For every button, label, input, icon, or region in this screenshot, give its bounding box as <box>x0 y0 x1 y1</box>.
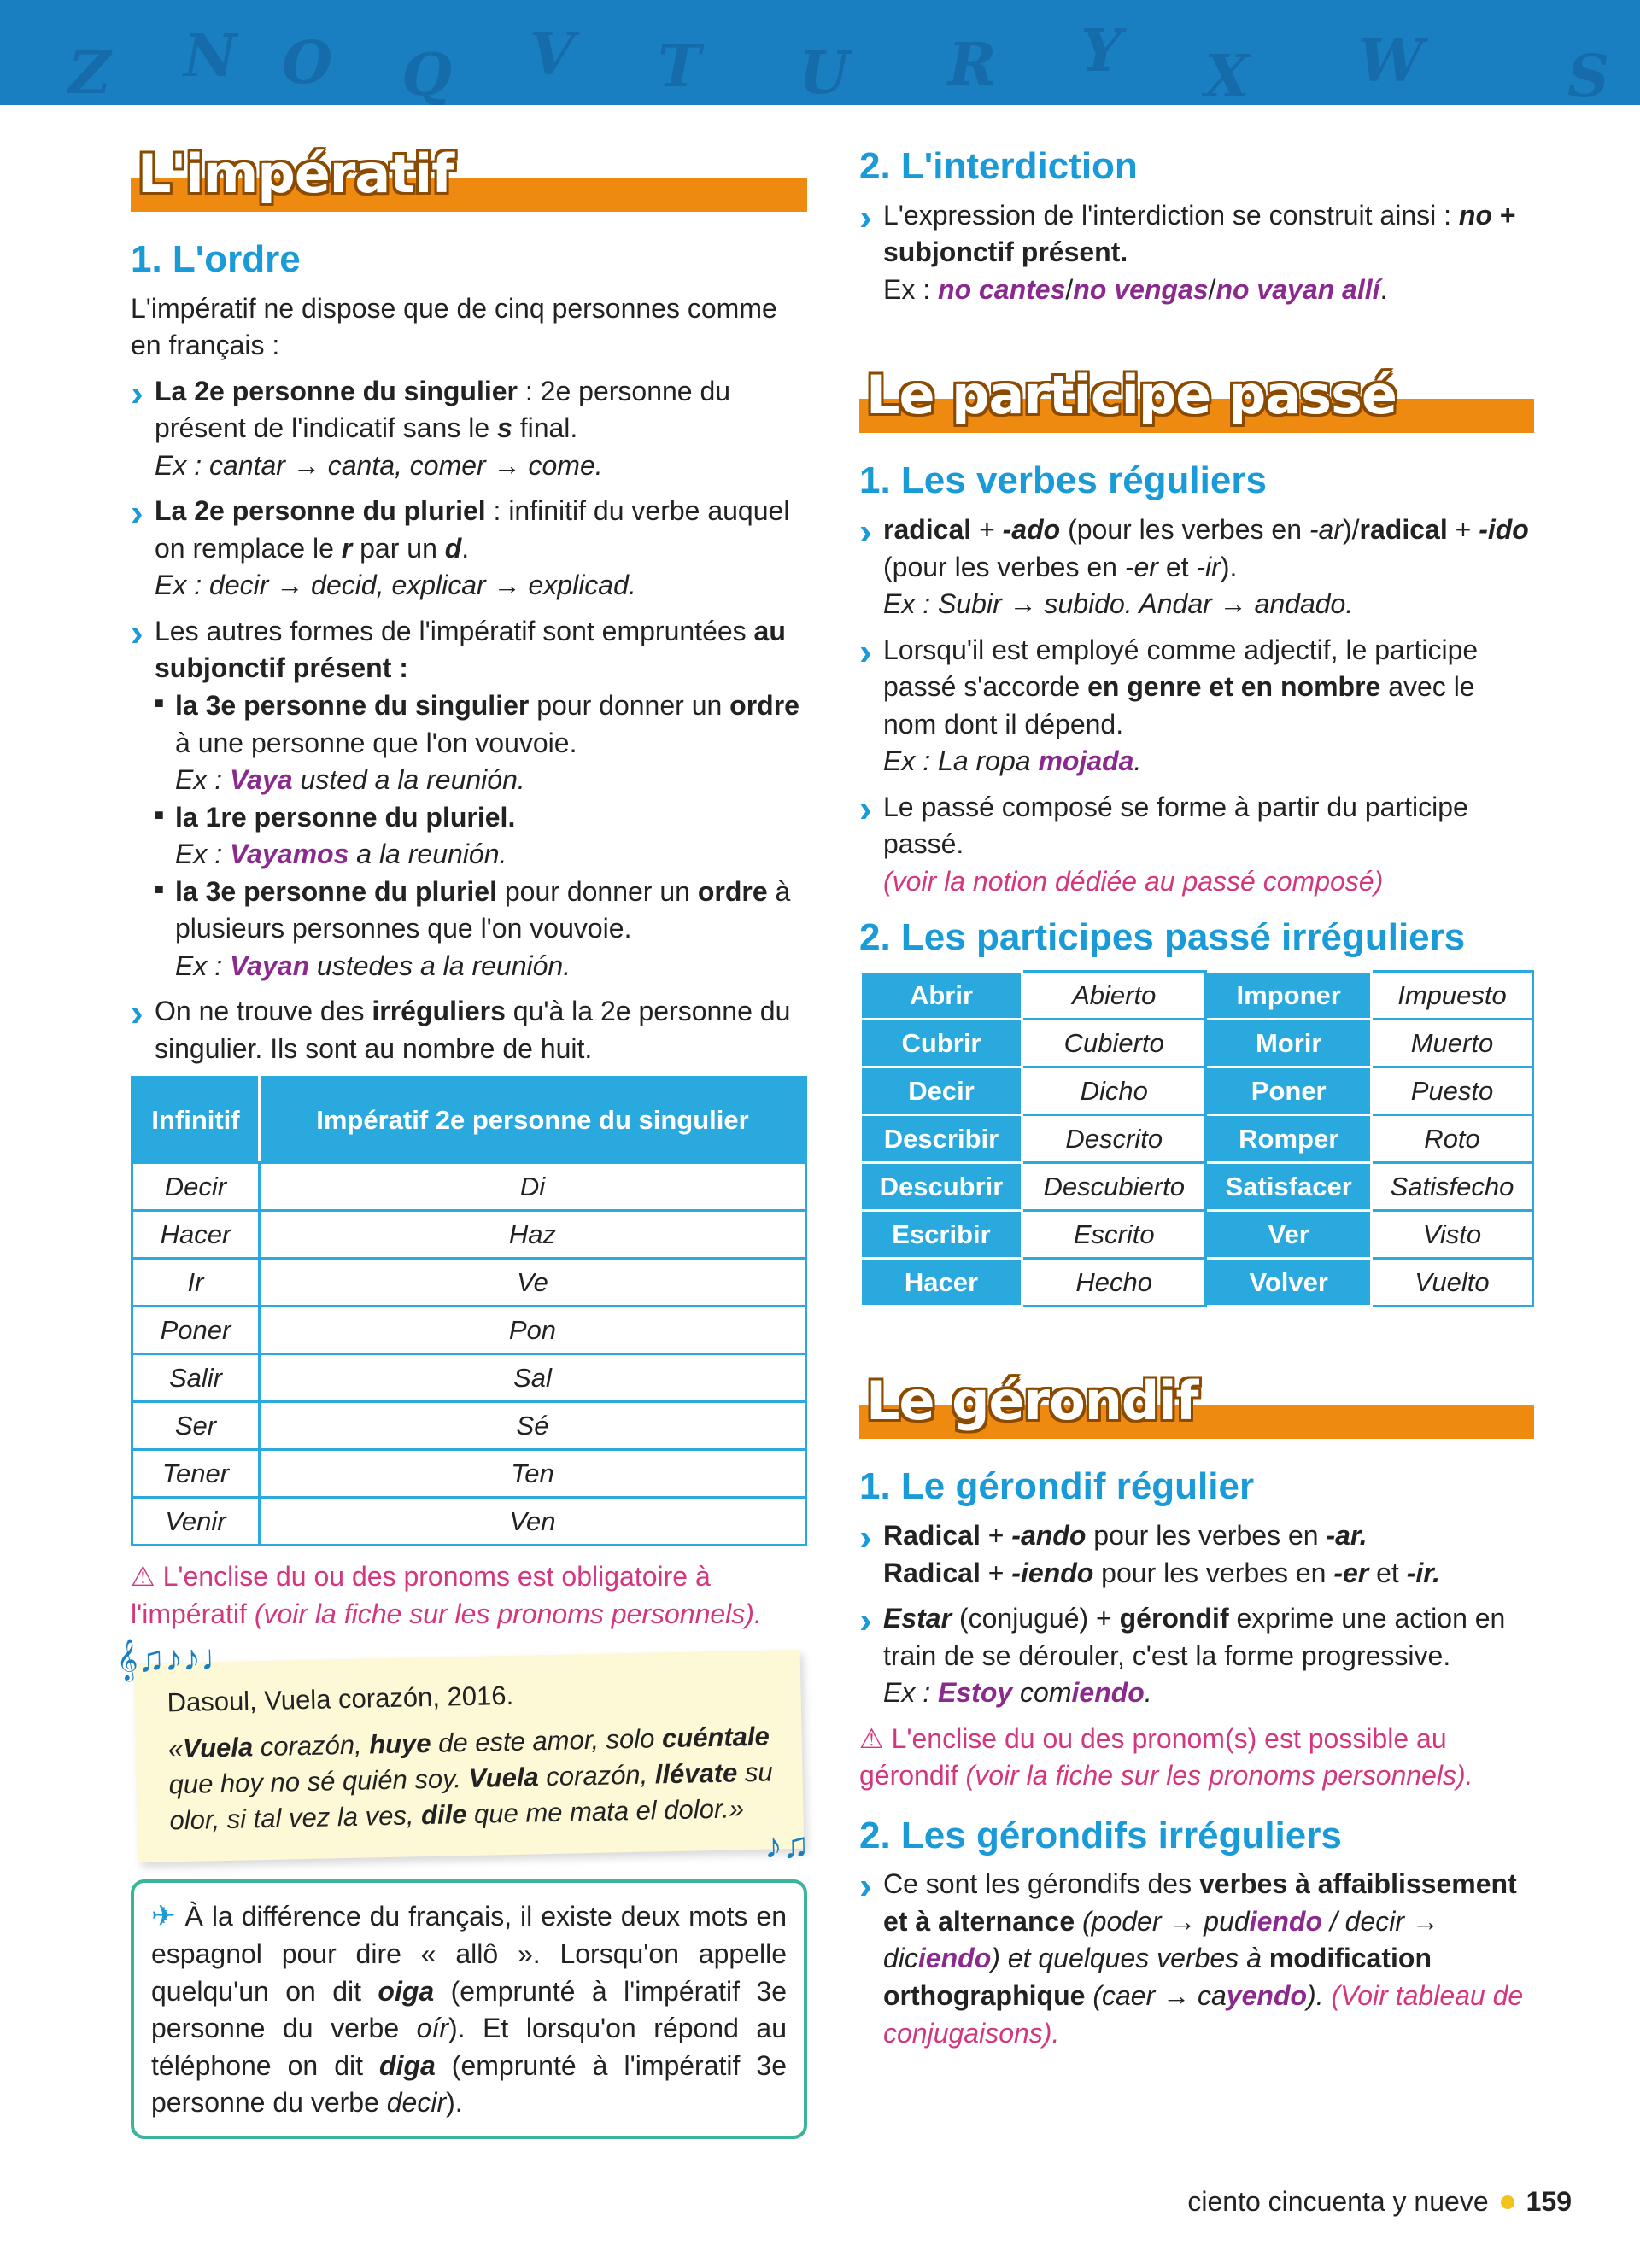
warning-enclise-gerondif <box>859 1721 1534 1795</box>
ex-word: Vayamos <box>230 839 349 870</box>
table-row <box>132 1450 806 1498</box>
table-cell: Ser <box>132 1402 260 1450</box>
participle-cell: Impuesto <box>1371 972 1532 1020</box>
table-cell: Sal <box>259 1354 805 1402</box>
b-ending: -ir <box>1196 551 1221 582</box>
b-strong: modification orthographique <box>883 1943 1432 2011</box>
heading-interdiction: 2. L'interdiction <box>859 145 1138 187</box>
b-radical: Radical <box>883 1557 981 1588</box>
table-row <box>861 1067 1533 1115</box>
quote-body <box>167 1719 777 1839</box>
note-text: (emprunté à l'impératif 3e personne du verbe <box>151 1975 788 2044</box>
b-text: )/ <box>1343 514 1360 546</box>
participle-cell: Muerto <box>1371 1020 1532 1067</box>
bullet-text: : 2e personne du présent de l'indicatif sans le <box>155 375 731 444</box>
intro-text: L'impératif ne dispose que de cinq personnes comme en français : <box>131 292 777 361</box>
b-text: (conjugué) + <box>952 1603 1120 1634</box>
table-cell: Haz <box>259 1211 805 1259</box>
b-text: (caer → ca <box>1085 1980 1227 2011</box>
section-title-imperatif <box>131 137 807 219</box>
page-number: 159 <box>1526 2186 1572 2217</box>
infinitive-cell: Decir <box>861 1067 1022 1115</box>
quote-part: su olor, si tal vez la ves, <box>169 1757 774 1836</box>
sub-end: à une personne que l'on vouvoie. <box>175 727 577 758</box>
sub-bullet-3e-singulier <box>155 687 807 762</box>
bullet-text: On ne trouve des <box>155 996 372 1027</box>
bullet-letter: s <box>497 412 512 444</box>
sub-bullet-3e-pluriel <box>155 874 807 948</box>
infinitive-cell: Escribir <box>861 1211 1022 1259</box>
b-radical: radical <box>1359 514 1448 546</box>
table-row <box>861 972 1533 1020</box>
band-letter: V <box>530 20 575 89</box>
b-plus: + <box>980 1520 1012 1552</box>
b-text: exprime une action en train de se dérouler, c'est la forme progressive. <box>883 1603 1506 1671</box>
table-cell: Venir <box>132 1498 260 1546</box>
b-suffix: -ido <box>1479 514 1529 546</box>
b-text: Ce sont les gérondifs des <box>883 1868 1199 1900</box>
table-cell: Tener <box>132 1450 260 1498</box>
infinitive-cell: Abrir <box>861 972 1022 1020</box>
b-text: / decir → dic <box>883 1905 1439 1974</box>
ex-label: Ex : <box>883 273 939 305</box>
example: Ex : no cantes/no vengas/no vayan allí. <box>883 273 1388 305</box>
ex-label: Ex : <box>883 1677 939 1709</box>
table-row <box>132 1163 806 1211</box>
b-text: et <box>1368 1557 1407 1588</box>
sub-example <box>155 948 807 985</box>
band-letter: W <box>1358 27 1424 96</box>
table-body <box>132 1163 806 1546</box>
table-row <box>132 1402 806 1450</box>
imperatif-table <box>131 1076 807 1546</box>
note-text: ). Et lorsqu'on répond au téléphone on dit <box>151 2013 788 2081</box>
note-box <box>131 1879 807 2139</box>
infinitive-cell: Poner <box>1206 1067 1371 1115</box>
music-notes-icon: 𝄞♫♪♪♩ <box>116 1636 237 1680</box>
right-column <box>859 141 1534 2060</box>
b-text: ). <box>1220 551 1238 582</box>
ex-word: no vengas <box>1073 273 1209 305</box>
b-text: pour les verbes en <box>1086 1520 1327 1552</box>
ex-a: com <box>1012 1677 1072 1709</box>
bullet-strong: au subjonctif présent : <box>155 615 786 684</box>
participes-table <box>859 970 1534 1307</box>
bullet-text: : infinitif du verbe auquel on remplace le <box>155 495 790 564</box>
ex-rest: ustedes a la reunión. <box>309 950 571 981</box>
table-row <box>132 1354 806 1402</box>
infinitive-cell: Volver <box>1206 1259 1371 1306</box>
example: Ex : cantar → canta, comer → come. <box>155 449 603 481</box>
b-text: pour les verbes en <box>1093 1557 1334 1588</box>
b-suffix: -ado <box>1002 514 1061 546</box>
b-text: et <box>1157 551 1197 582</box>
table-row <box>132 1211 806 1259</box>
bullet-strong: + subjonctif présent. <box>883 199 1516 268</box>
infinitive-cell: Describir <box>861 1115 1022 1163</box>
sub-text: pour donner un <box>496 875 698 907</box>
bullet-estar <box>859 1600 1534 1712</box>
bullet-2e-pluriel <box>131 493 807 605</box>
table-row <box>132 1498 806 1546</box>
note-text: À la différence du français, il existe deux mots en espagnol pour dire « allô ». Lorsqu'on appelle quelqu'un on dit <box>151 1900 788 2007</box>
quote-part: que hoy no sé quién soy. <box>168 1763 469 1800</box>
bullet-interdiction <box>859 197 1534 309</box>
title-text: L'impératif <box>138 142 454 205</box>
b-text: ) et quelques verbes à <box>991 1943 1269 1974</box>
ex-word: Vayan <box>230 950 310 981</box>
b-suffix: -iendo <box>1011 1557 1094 1588</box>
table-cell: Pon <box>259 1306 805 1354</box>
ex-word: Estoy <box>938 1677 1013 1709</box>
b-text: ). <box>1307 1980 1332 2011</box>
band-letter: O <box>282 29 333 97</box>
sub-text: pour donner un <box>529 689 730 721</box>
table-row <box>861 1163 1533 1211</box>
ex-word: mojada <box>1038 745 1134 777</box>
quote-part: « <box>167 1733 184 1764</box>
table-body <box>861 972 1533 1306</box>
bullet-text: Les autres formes de l'impératif sont empruntées <box>155 615 754 646</box>
table-cell: Salir <box>132 1354 260 1402</box>
participle-cell: Escrito <box>1022 1211 1206 1259</box>
b-suffix: -ando <box>1011 1520 1086 1552</box>
participle-cell: Hecho <box>1022 1259 1206 1306</box>
band-letter: Z <box>68 39 111 105</box>
band-letter: N <box>184 22 237 91</box>
quote-verb: llévate <box>654 1757 738 1790</box>
band-letter: R <box>948 31 997 99</box>
participle-cell: Descrito <box>1022 1115 1206 1163</box>
quote-verb: cuéntale <box>661 1721 770 1754</box>
plane-icon: ✈ <box>151 1899 177 1932</box>
bullet-2e-singulier <box>131 373 807 485</box>
sub-bullet-1re-pluriel <box>155 799 807 837</box>
infinitive-cell: Cubrir <box>861 1020 1022 1067</box>
bullet-gerondifs-irreguliers <box>859 1866 1534 2052</box>
warning-enclise <box>131 1558 807 1633</box>
note-verb: oír <box>416 2013 449 2044</box>
heading-gerondifs-irreguliers: 2. Les gérondifs irréguliers <box>859 1814 1342 1856</box>
table-cell: Sé <box>259 1402 805 1450</box>
b-strong: en genre et en nombre <box>1087 671 1381 703</box>
bullet-end: . <box>461 532 470 564</box>
title-text: Le participe passé <box>866 364 1397 427</box>
infinitive-cell: Satisfacer <box>1206 1163 1371 1211</box>
note-verb: decir <box>386 2087 447 2119</box>
participle-cell: Vuelto <box>1371 1259 1532 1306</box>
example: Ex : Subir → subido. Andar → andado. <box>883 588 1354 620</box>
b-text: (poder → pud <box>1075 1905 1250 1937</box>
page-footer <box>1187 2183 1572 2221</box>
band-letter: U <box>799 39 850 105</box>
quote-part: corazón, <box>538 1759 656 1792</box>
ex-word: iendo <box>1071 1677 1145 1709</box>
b-text: (pour les verbes en <box>1060 514 1309 546</box>
example <box>883 1675 1534 1712</box>
participle-cell: Abierto <box>1022 972 1206 1020</box>
ex-word: Vaya <box>230 764 293 796</box>
example: Ex : decir → decid, explicar → explicad. <box>155 570 636 601</box>
b-radical: Radical <box>883 1520 981 1552</box>
sub-ordre: ordre <box>729 689 800 721</box>
quote-verb: huye <box>368 1728 431 1760</box>
table-cell: Ir <box>132 1259 260 1306</box>
b-ending: -ar <box>1309 514 1343 546</box>
footer-text: ciento cincuenta y nueve <box>1187 2186 1489 2217</box>
table-header: Impératif 2e personne du singulier <box>259 1078 805 1163</box>
footer-dot-icon <box>1501 2195 1514 2209</box>
heading-gerondif-regulier: 1. Le gérondif régulier <box>859 1465 1255 1508</box>
infinitive-cell: Romper <box>1206 1115 1371 1163</box>
bullet-text: L'expression de l'interdiction se construit ainsi : <box>883 199 1459 231</box>
warning-ref: (voir la fiche sur les pronoms personnels). <box>965 1760 1473 1792</box>
quote-part: corazón, <box>252 1729 370 1762</box>
ex-word: no vayan allí <box>1215 273 1380 305</box>
quote-part: de este amor, solo <box>430 1723 663 1759</box>
b-strong: gérondif <box>1119 1603 1229 1634</box>
bullet-adjectif <box>859 632 1534 780</box>
bullet-no: no <box>1458 199 1492 231</box>
bullet-text: par un <box>352 532 445 564</box>
music-notes-icon: ♪♫ <box>764 1824 810 1866</box>
ex-label: Ex : <box>175 764 231 796</box>
sub-strong: la 3e personne du singulier <box>175 689 530 721</box>
band-letter: S <box>1567 43 1610 105</box>
b-ending: -ar. <box>1326 1520 1368 1552</box>
table-cell: Di <box>259 1163 805 1211</box>
infinitive-cell: Ver <box>1206 1211 1371 1259</box>
table-cell: Hacer <box>132 1211 260 1259</box>
participle-cell: Visto <box>1371 1211 1532 1259</box>
section-title-gerondif <box>859 1364 1534 1446</box>
band-letter: X <box>1204 43 1250 105</box>
sub-ordre: ordre <box>697 875 768 907</box>
table-row <box>861 1211 1533 1259</box>
table-cell: Ten <box>259 1450 805 1498</box>
ex-label: Ex : <box>175 839 231 870</box>
ex-label: Ex : <box>175 950 231 981</box>
participle-cell: Dicho <box>1022 1067 1206 1115</box>
participle-cell: Puesto <box>1371 1067 1532 1115</box>
sub-end: à plusieurs personnes que l'on vouvoie. <box>175 875 791 944</box>
b-estar: Estar <box>883 1603 952 1634</box>
band-letter: Q <box>401 41 453 105</box>
note-text: (emprunté à l'impératif 3e personne du verbe <box>151 2049 788 2119</box>
quote-verb: dile <box>420 1799 467 1831</box>
band-letter: Y <box>1081 17 1122 85</box>
bullet-letter: d <box>444 532 462 564</box>
note-word: oiga <box>378 1975 435 2007</box>
bullet-passe-compose <box>859 789 1534 901</box>
b-text: Lorsqu'il est employé comme adjectif, le participe passé s'accorde <box>883 634 1479 703</box>
warning-text: ⚠ L'enclise du ou des pronoms est obligatoire à l'impératif <box>131 1561 711 1629</box>
top-letter-band <box>0 0 1640 105</box>
infinitive-cell: Morir <box>1206 1020 1371 1067</box>
table-cell: Ve <box>259 1259 805 1306</box>
heading-ordre: 1. L'ordre <box>131 238 301 280</box>
bullet-strong: La 2e personne du pluriel <box>155 495 486 527</box>
heading-verbes-reguliers: 1. Les verbes réguliers <box>859 459 1267 502</box>
participle-cell: Cubierto <box>1022 1020 1206 1067</box>
table-row <box>132 1306 806 1354</box>
ex-rest: a la reunión. <box>348 839 507 870</box>
participle-cell: Satisfecho <box>1371 1163 1532 1211</box>
bullet-end: final. <box>512 412 578 444</box>
participle-cell: Descubierto <box>1022 1163 1206 1211</box>
table-cell: Ven <box>259 1498 805 1546</box>
bullet-strong: La 2e personne du singulier <box>155 375 518 406</box>
participle-cell: Roto <box>1371 1115 1532 1163</box>
bullet-end: qu'à la 2e personne du singulier. Ils sont au nombre de huit. <box>155 996 791 1064</box>
ref-link[interactable]: (Voir tableau de conjugaisons). <box>883 1980 1524 2049</box>
b-plus: + <box>1447 514 1479 546</box>
quote-box <box>116 1636 810 1866</box>
sub-example <box>155 762 807 799</box>
band-letter: T <box>658 32 701 101</box>
ex-rest: usted a la reunión. <box>292 764 525 796</box>
left-column <box>116 137 810 2139</box>
infinitive-cell: Hacer <box>861 1259 1022 1306</box>
b-radical: radical <box>883 514 972 546</box>
bullet-irreguliers <box>131 993 807 1067</box>
b-plus: + <box>971 514 1003 546</box>
table-cell: Decir <box>132 1163 260 1211</box>
title-text: Le gérondif <box>866 1369 1198 1432</box>
bullet-strong: irréguliers <box>372 996 506 1027</box>
table-cell: Poner <box>132 1306 260 1354</box>
warning-text: ⚠ L'enclise du ou des pronom(s) est possible au gérondif <box>859 1722 1447 1792</box>
b-text: (pour les verbes en <box>883 551 1125 582</box>
ref-link[interactable]: (voir la notion dédiée au passé composé) <box>883 865 1384 897</box>
infinitive-cell: Imponer <box>1206 972 1371 1020</box>
table-row <box>132 1259 806 1306</box>
table-header: Infinitif <box>132 1078 260 1163</box>
table-row <box>861 1115 1533 1163</box>
sub-strong: la 1re personne du pluriel. <box>175 801 516 833</box>
note-word: diga <box>379 2049 436 2081</box>
ex-c: . <box>1144 1677 1152 1709</box>
quote-part: que me mata el dolor.» <box>466 1793 745 1830</box>
infinitive-cell: Descubrir <box>861 1163 1022 1211</box>
warning-ref: (voir la fiche sur les pronoms personnels). <box>254 1598 762 1629</box>
note-text: ). <box>446 2087 463 2119</box>
b-strong: verbes à affaiblissement et à alternance <box>883 1868 1517 1937</box>
b-ending: -ir. <box>1406 1557 1440 1588</box>
b-ending: iendo <box>917 1943 992 1974</box>
heading-participes-irreguliers: 2. Les participes passé irréguliers <box>859 916 1466 959</box>
b-ending: yendo <box>1226 1980 1308 2011</box>
ex-a: Ex : La ropa <box>883 745 1039 777</box>
sub-strong: la 3e personne du pluriel <box>175 875 497 907</box>
b-ending: -er <box>1124 551 1158 582</box>
example <box>883 743 1534 780</box>
bullet-autres-formes <box>131 613 807 985</box>
bullet-gerondif-radical <box>859 1517 1534 1592</box>
bullet-letter: r <box>341 532 353 564</box>
bullet-radical <box>859 511 1534 623</box>
quote-verb: Vuela <box>468 1762 540 1794</box>
section-title-participe <box>859 358 1534 440</box>
b-plus: + <box>980 1557 1012 1588</box>
b-ending: iendo <box>1249 1905 1322 1937</box>
table-row <box>861 1020 1533 1067</box>
b-ending: -er <box>1333 1557 1369 1588</box>
ex-c: . <box>1133 745 1142 777</box>
sub-example <box>155 836 807 874</box>
table-row <box>861 1259 1533 1306</box>
quote-source: Dasoul, Vuela corazón, 2016. <box>167 1681 514 1718</box>
quote-verb: Vuela <box>182 1732 254 1764</box>
b-text: avec le nom dont il dépend. <box>883 671 1475 739</box>
b-text: Le passé composé se forme à partir du participe passé. <box>883 791 1468 860</box>
ex-word: no cantes <box>938 273 1066 305</box>
